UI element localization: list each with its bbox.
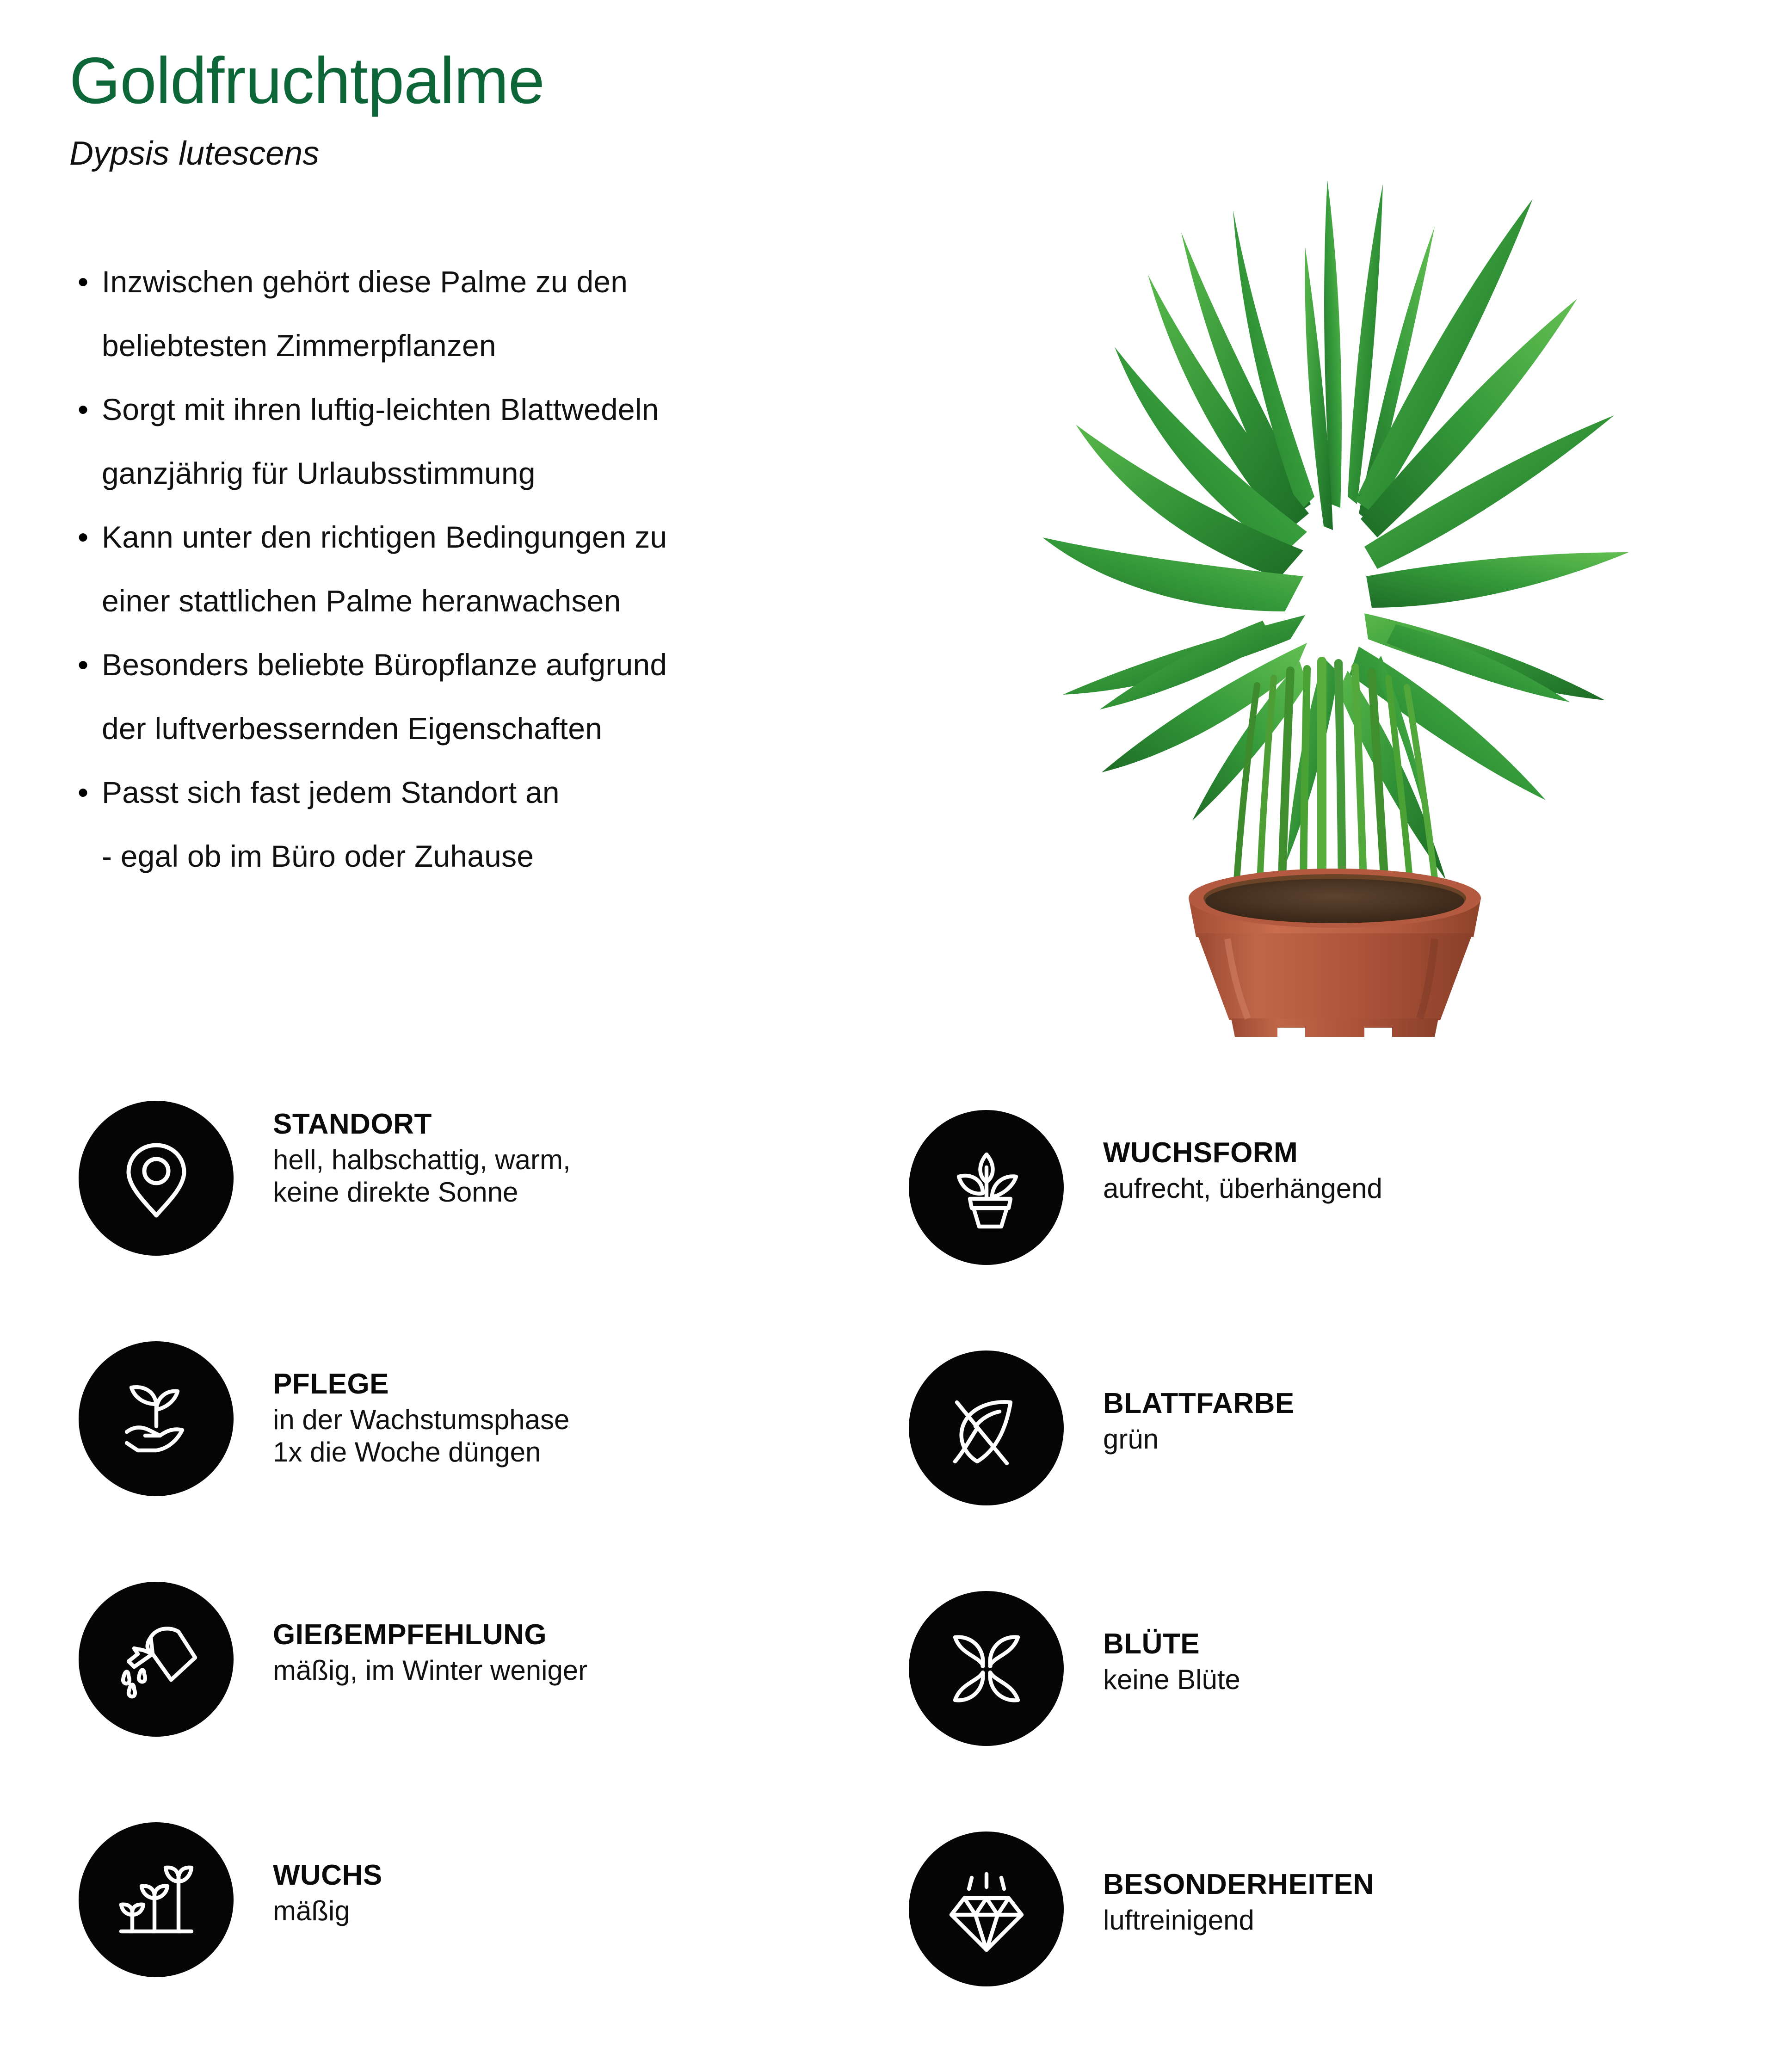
list-item bbox=[69, 633, 939, 760]
attribute-value-line: luftreinigend bbox=[1103, 1904, 1254, 1936]
leaf-brush-icon bbox=[909, 1350, 1064, 1505]
list-item bbox=[69, 505, 939, 633]
attribute-row-bluete bbox=[909, 1591, 1741, 1832]
list-item-line: - egal ob im Büro oder Zuhause bbox=[102, 839, 534, 873]
plant-pot bbox=[1189, 869, 1481, 1037]
attribute-text bbox=[273, 1619, 902, 1687]
list-item-line: ganzjährig für Urlaubsstimmung bbox=[102, 456, 536, 490]
attribute-text bbox=[1103, 1137, 1732, 1205]
attribute-text bbox=[273, 1368, 902, 1469]
attribute-row-giessempfehlung bbox=[79, 1582, 911, 1822]
attribute-value bbox=[1103, 1904, 1732, 1937]
bullet-marker-icon: • bbox=[78, 520, 89, 554]
attribute-row-wuchsform bbox=[909, 1110, 1741, 1350]
watering-can-icon bbox=[79, 1582, 234, 1737]
attribute-text bbox=[1103, 1388, 1732, 1455]
potted-plant-icon bbox=[909, 1110, 1064, 1265]
bullet-marker-icon: • bbox=[78, 775, 89, 809]
attribute-value-line: in der Wachstumsphase bbox=[273, 1404, 570, 1435]
list-item-line: Inzwischen gehört diese Palme zu den bbox=[102, 265, 628, 299]
list-item-text bbox=[102, 377, 939, 505]
attribute-text bbox=[1103, 1628, 1732, 1696]
list-item-text bbox=[102, 250, 939, 377]
list-item bbox=[69, 250, 939, 377]
attribute-label: BESONDERHEITEN bbox=[1103, 1868, 1374, 1900]
attribute-value bbox=[273, 1895, 902, 1928]
list-item-line: Besonders beliebte Büropflanze aufgrund bbox=[102, 648, 667, 682]
list-item-line: Sorgt mit ihren luftig-leichten Blattwedeln bbox=[102, 392, 659, 426]
attribute-text bbox=[1103, 1868, 1732, 1936]
attribute-value-line: keine direkte Sonne bbox=[273, 1177, 518, 1208]
bullet-marker-icon: • bbox=[78, 648, 89, 682]
list-item-line: der luftverbessernden Eigenschaften bbox=[102, 711, 603, 746]
header bbox=[69, 46, 994, 173]
list-item-line: Passt sich fast jedem Standort an bbox=[102, 775, 560, 809]
list-item-line: Kann unter den richtigen Bedingungen zu bbox=[102, 520, 667, 554]
attribute-value-line: keine Blüte bbox=[1103, 1664, 1240, 1695]
attribute-row-besonderheiten bbox=[909, 1832, 1741, 2072]
flower-icon bbox=[909, 1591, 1064, 1746]
attribute-row-blattfarbe bbox=[909, 1350, 1741, 1591]
attribute-label: BLATTFARBE bbox=[1103, 1388, 1295, 1419]
attribute-row-standort bbox=[79, 1101, 911, 1341]
plant-illustration bbox=[985, 69, 1670, 1050]
attribute-label: GIEẞEMPFEHLUNG bbox=[273, 1619, 547, 1651]
attribute-text bbox=[273, 1108, 902, 1209]
attribute-value bbox=[1103, 1172, 1732, 1205]
attribute-label: WUCHS bbox=[273, 1859, 382, 1891]
attribute-value-line: aufrecht, überhängend bbox=[1103, 1172, 1382, 1204]
attribute-label: STANDORT bbox=[273, 1108, 432, 1140]
attribute-value-line: mäßig, im Winter weniger bbox=[273, 1654, 588, 1686]
list-item-text bbox=[102, 633, 939, 760]
hand-sprout-icon bbox=[79, 1341, 234, 1496]
list-item bbox=[69, 760, 939, 888]
list-item bbox=[69, 377, 939, 505]
botanical-name: Dypsis lutescens bbox=[69, 135, 320, 173]
list-item-text bbox=[102, 760, 939, 888]
attribute-value bbox=[1103, 1664, 1732, 1696]
attribute-value-line: 1x die Woche düngen bbox=[273, 1437, 541, 1468]
attribute-label: WUCHSFORM bbox=[1103, 1137, 1298, 1169]
bullet-marker-icon: • bbox=[78, 265, 89, 299]
attribute-value bbox=[273, 1654, 902, 1687]
attribute-row-wuchs bbox=[79, 1822, 911, 2063]
diamond-icon bbox=[909, 1832, 1064, 1986]
attribute-value-line: hell, halbschattig, warm, bbox=[273, 1144, 571, 1175]
bullet-marker-icon: • bbox=[78, 392, 89, 426]
attribute-label: BLÜTE bbox=[1103, 1628, 1200, 1660]
attribute-text bbox=[273, 1859, 902, 1927]
attribute-column-left bbox=[79, 1101, 911, 2063]
map-pin-icon bbox=[79, 1101, 234, 1256]
attribute-row-pflege bbox=[79, 1341, 911, 1582]
palm-fronds bbox=[1042, 180, 1629, 880]
plant-photo bbox=[985, 69, 1670, 1050]
attribute-column-right bbox=[909, 1110, 1741, 2072]
list-item-text bbox=[102, 505, 939, 633]
list-item-line: einer stattlichen Palme heranwachsen bbox=[102, 584, 621, 618]
attribute-value bbox=[273, 1404, 902, 1469]
attribute-value-line: mäßig bbox=[273, 1895, 350, 1926]
page-title: Goldfruchtpalme bbox=[69, 44, 544, 117]
attribute-value bbox=[1103, 1423, 1732, 1456]
attribute-value bbox=[273, 1144, 902, 1209]
attribute-value-line: grün bbox=[1103, 1423, 1159, 1455]
growth-sprouts-icon bbox=[79, 1822, 234, 1977]
list-item-line: beliebtesten Zimmerpflanzen bbox=[102, 328, 496, 363]
feature-bullet-list bbox=[69, 250, 939, 888]
attribute-label: PFLEGE bbox=[273, 1368, 389, 1400]
